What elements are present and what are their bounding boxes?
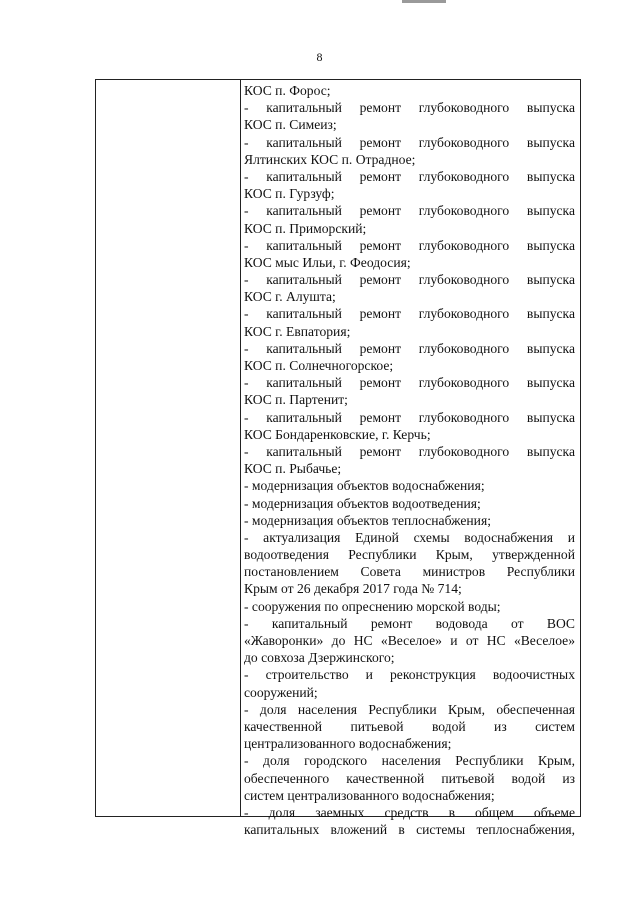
- text-line: - капитальный ремонт глубоководного выпуска: [244, 203, 575, 219]
- text-line: - модернизация объектов водоснабжения;: [244, 478, 485, 494]
- text-line: - капитальный ремонт глубоководного выпуска: [244, 306, 575, 322]
- text-line: КОС п. Симеиз;: [244, 117, 337, 133]
- text-line: - капитальный ремонт глубоководного выпуска: [244, 100, 575, 116]
- text-line: Ялтинских КОС п. Отрадное;: [244, 151, 416, 167]
- text-line: Крым от 26 декабря 2017 года № 714;: [244, 581, 462, 597]
- text-line: систем централизованного водоснабжения;: [244, 787, 495, 803]
- text-line: водоотведения Республики Крым, утвержденной: [244, 547, 575, 563]
- text-line: КОС п. Форос;: [244, 83, 331, 98]
- text-line: КОС п. Партенит;: [244, 392, 348, 408]
- text-line: до совхоза Дзержинского;: [244, 650, 395, 666]
- text-line: - строительство и реконструкция водоочистных: [244, 667, 575, 683]
- text-line: КОС мыс Ильи, г. Феодосия;: [244, 254, 411, 270]
- column-divider: [240, 80, 241, 816]
- text-line: «Жаворонки» до НС «Веселое» и от НС «Веселое»: [244, 633, 575, 648]
- text-line: - доля заемных средств в общем объеме: [244, 804, 575, 820]
- scan-artifact: [402, 0, 446, 3]
- text-line: - капитальный ремонт глубоководного выпуска: [244, 134, 575, 150]
- text-line: - доля населения Республики Крым, обеспеченная: [244, 701, 575, 717]
- text-line: качественной питьевой водой из систем: [244, 718, 575, 734]
- text-line: - капитальный ремонт глубоководного выпуска: [244, 340, 575, 356]
- document-table: [95, 79, 581, 838]
- text-line: - доля городского населения Республики Крым,: [244, 753, 575, 769]
- text-line: - капитальный ремонт глубоководного выпуска: [244, 443, 575, 459]
- text-line: постановлением Совета министров Республики: [244, 564, 575, 580]
- text-line: капитальных вложений в системы теплоснабжения,: [244, 822, 575, 838]
- text-line: обеспеченного качественной питьевой водой из: [244, 770, 575, 786]
- page-number: 8: [316, 50, 323, 64]
- text-line: - капитальный ремонт водовода от ВОС: [244, 615, 575, 631]
- text-line: - модернизация объектов водоотведения;: [244, 495, 481, 511]
- text-line: - капитальный ремонт глубоководного выпуска: [244, 237, 575, 253]
- text-line: - актуализация Единой схемы водоснабжения и: [244, 529, 575, 545]
- text-line: - капитальный ремонт глубоководного выпуска: [244, 272, 575, 288]
- text-line: - капитальный ремонт глубоководного выпуска: [244, 409, 575, 425]
- text-line: КОС п. Гурзуф;: [244, 186, 335, 202]
- text-line: - модернизация объектов теплоснабжения;: [244, 512, 491, 528]
- text-line: - капитальный ремонт глубоководного выпуска: [244, 375, 575, 391]
- text-line: КОС г. Алушта;: [244, 289, 336, 305]
- text-line: КОС п. Рыбачье;: [244, 461, 342, 477]
- text-line: централизованного водоснабжения;: [244, 736, 452, 752]
- text-line: КОС г. Евпатория;: [244, 323, 351, 339]
- table-left-cell: [96, 80, 240, 816]
- text-line: - капитальный ремонт глубоководного выпуска: [244, 168, 575, 184]
- text-line: сооружений;: [244, 684, 318, 700]
- table-right-cell: [244, 82, 575, 838]
- text-line: КОС п. Приморский;: [244, 220, 367, 236]
- text-line: - сооружения по опреснению морской воды;: [244, 598, 501, 614]
- text-line: КОС Бондаренковские, г. Керчь;: [244, 426, 431, 442]
- text-line: КОС п. Солнечногорское;: [244, 358, 394, 373]
